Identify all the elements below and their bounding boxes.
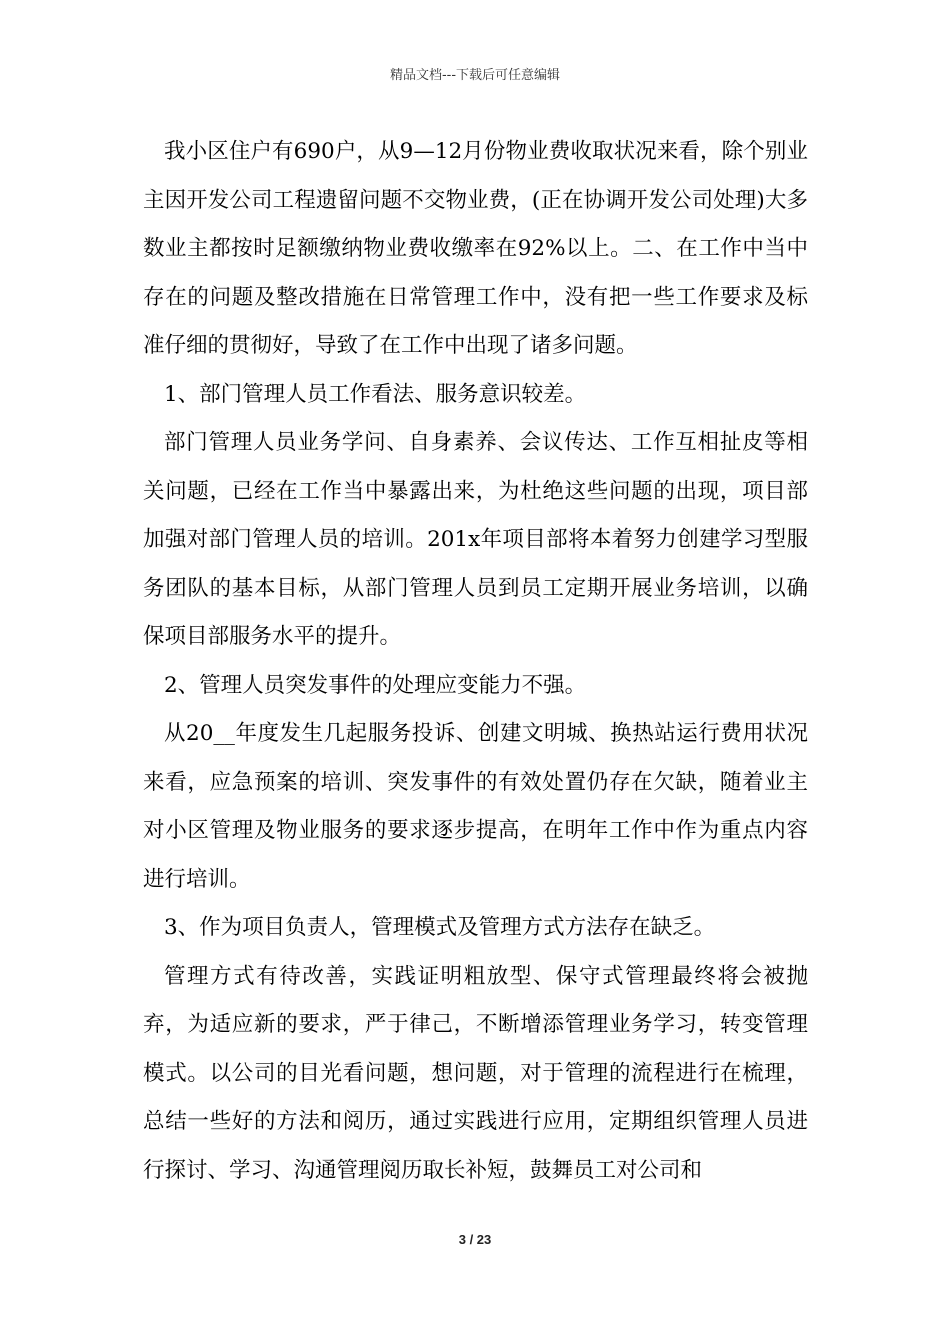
page-header: 精品文档---下载后可任意编辑	[389, 68, 561, 83]
paragraph-5: 从20__年度发生几起服务投诉、创建文明城、换热站运行费用状况来看，应急预案的培训、突发事件的有效处置仍存在欠缺，随着业主对小区管理及物业服务的要求逐步提高，在明年工作中作为重点内容进行培训。	[143, 721, 808, 892]
document-body	[143, 128, 808, 1195]
paragraph-3: 部门管理人员业务学问、自身素养、会议传达、工作互相扯皮等相关问题，已经在工作当中暴露出来，为杜绝这些问题的出现，项目部加强对部门管理人员的培训。201x年项目部将本着努力创建学习型服务团队的基本目标，从部门管理人员到员工定期开展业务培训，以确保项目部服务水平的提升。	[143, 430, 808, 649]
paragraph-2-heading: 1、部门管理人员工作看法、服务意识较差。	[164, 381, 587, 407]
paragraph-7: 管理方式有待改善，实践证明粗放型、保守式管理最终将会被抛弃，为适应新的要求，严于律己，不断增添管理业务学习，转变管理模式。以公司的目光看问题，想问题，对于管理的流程进行在梳理，总结一些好的方法和阅历，通过实践进行应用，定期组织管理人员进行探讨、学习、沟通管理阅历取长补短，鼓舞员工对公司和	[143, 963, 808, 1183]
page-number: 3 / 23	[458, 1232, 492, 1247]
paragraph-6-heading: 3、作为项目负责人，管理模式及管理方式方法存在缺乏。	[164, 915, 716, 940]
paragraph-4-heading: 2、管理人员突发事件的处理应变能力不强。	[164, 672, 587, 698]
paragraph-1: 我小区住户有690户，从9—12月份物业费收取状况来看，除个别业主因开发公司工程遗留问题不交物业费，(正在协调开发公司处理)大多数业主都按时足额缴纳物业费收缴率在92%以上。二、在工作中当中存在的问题及整改措施在日常管理工作中，没有把一些工作要求及标准仔细的贯彻好，导致了在工作中出现了诸多问题。	[143, 139, 808, 358]
